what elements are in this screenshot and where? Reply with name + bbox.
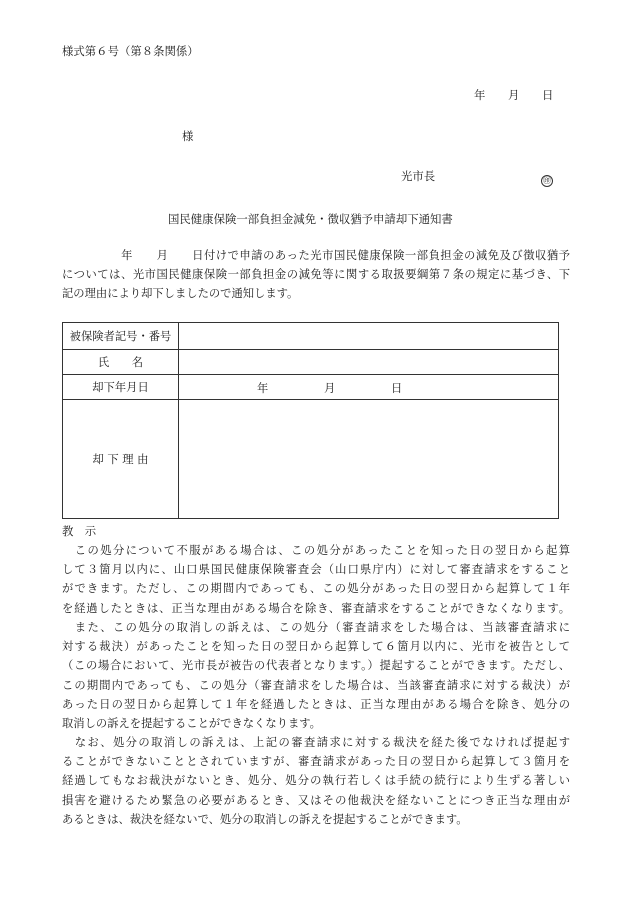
name-value: [179, 350, 559, 375]
notice-line: して３箇月以内に、山口県国民健康保険審査会（山口県庁内）に対して審査請求をすること: [62, 563, 570, 577]
notice-line: この期間内であっても、この処分（審査請求をした場合は、当該審査請求に対する裁決）が: [62, 678, 570, 692]
rejection-reason-label: 却 下 理 由: [63, 400, 179, 519]
issue-date-month: 月: [508, 88, 520, 102]
document-title: 国民健康保険一部負担金減免・徴収猶予申請却下通知書: [168, 212, 453, 226]
intro-paragraph: [62, 246, 570, 304]
notice-line: 経過してもなお裁決がないとき、処分、処分の執行若しくは手続の続行により生ずる著しい: [62, 774, 570, 788]
seal-icon: ㊞: [543, 176, 551, 185]
notice-paragraph-2: [62, 618, 570, 733]
insured-number-label: 被保険者記号・番号: [63, 323, 179, 350]
rejection-reason-value: [179, 400, 559, 519]
notice-line: あった日の翌日から起算して１年を経過したときは、正当な理由がある場合を除き、処分の: [62, 697, 570, 711]
notice-paragraph-3: [62, 733, 570, 829]
notice-heading: 教 示: [62, 524, 97, 538]
notice-paragraph-1: [62, 541, 570, 618]
notice-line: を経過したときは、正当な理由がある場合を除き、審査請求をすることができなくなります。: [62, 601, 570, 615]
issue-date-day: 日: [542, 88, 554, 102]
rejection-date-day: 日: [391, 382, 403, 395]
notice-line: あるときは、裁決を経ないで、処分の取消しの訴えを提起することができます。: [62, 812, 468, 826]
sender-name: 光市長: [401, 169, 436, 183]
notice-line: 対する裁決）があったことを知った日の翌日から起算して６箇月以内に、光市を被告として: [62, 640, 570, 654]
notice-line: この処分について不服がある場合は、この処分があったことを知った日の翌日から起算: [62, 544, 570, 557]
notice-line: なお、処分の取消しの訴えは、上記の審査請求に対する裁決を経た後でなければ提起す: [62, 736, 570, 749]
notice-line: ができます。ただし、この期間内であっても、この処分があった日の翌日から起算して１年: [62, 582, 570, 596]
addressee-suffix: 様: [182, 129, 194, 143]
intro-line: 年 月 日付けで申請のあった光市国民健康保険一部負担金の減免及び徴収猶予: [62, 249, 570, 262]
notice-line: 損害を避けるため緊急の必要があるとき、又はその他裁決を経ないことにつき正当な理由が: [62, 793, 570, 807]
form-number: 様式第６号（第８条関係）: [62, 44, 199, 58]
intro-line: については、光市国民健康保険一部負担金の減免等に関する取扱要綱第７条の規定に基づき、下: [62, 268, 570, 282]
rejection-date-month: 月: [324, 382, 336, 395]
rejection-date-value: [179, 375, 559, 400]
intro-line: 記の理由により却下しましたので通知します。: [62, 287, 299, 301]
rejection-date-label: 却下年月日: [63, 375, 179, 400]
details-table: [62, 322, 559, 519]
name-label: 氏 名: [63, 350, 179, 375]
issue-date-year: 年: [474, 88, 486, 102]
notice-line: ることができないこととされていますが、審査請求があった日の翌日から起算して３箇月を: [62, 755, 570, 769]
insured-number-value: [179, 323, 559, 350]
notice-line: また、この処分の取消しの訴えは、この処分（審査請求をした場合は、当該審査請求に: [62, 621, 570, 634]
notice-line: 取消しの訴えを提起することができなくなります。: [62, 717, 321, 731]
notice-line: （この場合において、光市長が被告の代表者となります。）提起することができます。ただし、: [62, 659, 570, 673]
rejection-date-year: 年: [257, 382, 269, 395]
